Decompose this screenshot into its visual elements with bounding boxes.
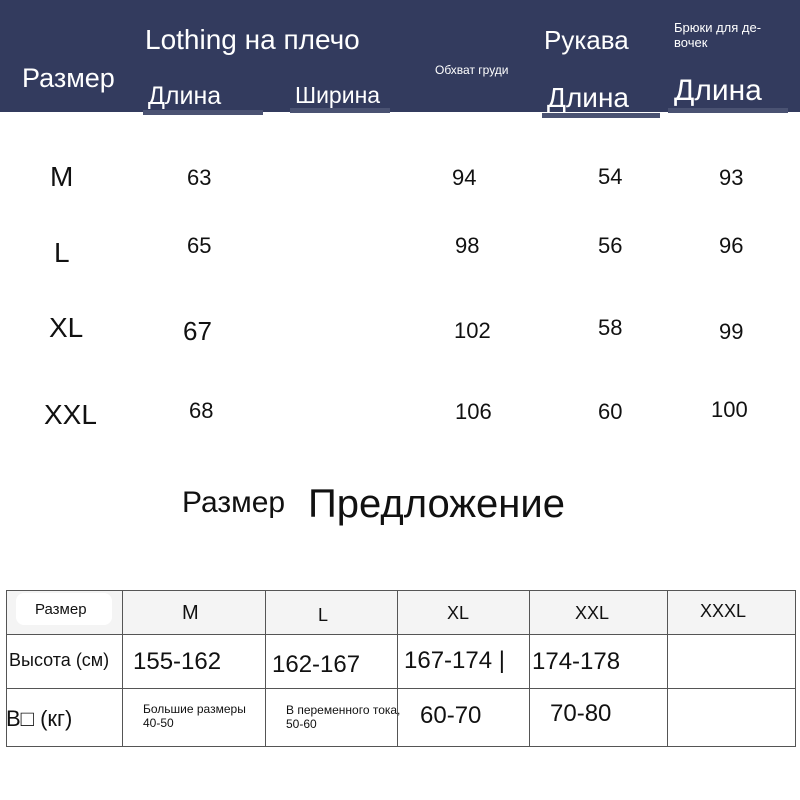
row-sleeve: 56 — [598, 233, 623, 258]
guide-hline-top — [6, 590, 796, 591]
guide-vline-5 — [667, 590, 668, 747]
guide-weight-m: Большие размеры 40-50 — [143, 702, 246, 730]
row-pants: 99 — [719, 319, 744, 344]
guide-height-m: 155-162 — [133, 648, 222, 675]
guide-header-xl: XL — [447, 603, 470, 623]
guide-vline-1 — [122, 590, 123, 747]
header-sleeve-underline — [542, 113, 660, 118]
guide-header-m: M — [182, 602, 199, 624]
row-chest: 106 — [455, 399, 492, 424]
row-sleeve: 58 — [598, 315, 623, 340]
header-clothing: Lothing на плечо — [145, 24, 360, 55]
header-sleeve: Рукава — [544, 25, 629, 55]
guide-hline-bottom — [6, 746, 796, 747]
guide-vline-4 — [529, 590, 530, 747]
header-pants-underline — [668, 108, 788, 113]
guide-header-size: Размер — [35, 601, 87, 618]
guide-hline-1 — [6, 634, 796, 635]
guide-height-l: 162-167 — [272, 651, 361, 678]
guide-vline-6 — [795, 590, 796, 747]
guide-weight-l: В переменного тока, 50-60 — [286, 703, 401, 731]
header-pants-length: Длина — [674, 74, 762, 107]
header-width: Ширина — [295, 82, 381, 108]
guide-height-xxl: 174-178 — [532, 648, 621, 675]
guide-weight-xxl: 70-80 — [550, 700, 612, 727]
row-chest: 94 — [452, 165, 477, 190]
header-chest: Обхват груди — [435, 63, 509, 77]
row-length: 68 — [189, 398, 214, 423]
header-sleeve-length: Длина — [547, 82, 629, 113]
row-size: L — [54, 237, 70, 268]
guide-height-label: Высота (см) — [9, 650, 110, 670]
guide-header-xxxl: XXXL — [700, 601, 747, 621]
guide-hline-2 — [6, 688, 796, 689]
header-width-underline — [290, 108, 390, 113]
row-size: M — [50, 161, 74, 192]
row-pants: 93 — [719, 165, 744, 190]
header-length: Длина — [148, 82, 222, 110]
row-pants: 96 — [719, 233, 744, 258]
header-size: Размер — [22, 63, 115, 93]
row-length: 63 — [187, 165, 212, 190]
row-size: XL — [49, 312, 84, 343]
row-size: XXL — [44, 399, 97, 430]
row-sleeve: 54 — [598, 164, 623, 189]
row-sleeve: 60 — [598, 399, 623, 424]
header-pants: Брюки для де- вочек — [674, 20, 762, 50]
suggestion-title-main: Предложение — [308, 482, 565, 526]
guide-height-xl: 167-174 | — [404, 647, 505, 674]
row-chest: 98 — [455, 233, 480, 258]
header-band — [0, 0, 800, 112]
row-chest: 102 — [454, 318, 491, 343]
guide-header-xxl: XXL — [575, 603, 610, 623]
guide-header-row — [6, 590, 796, 634]
row-length: 65 — [187, 233, 212, 258]
guide-vline-2 — [265, 590, 266, 747]
header-length-underline — [143, 110, 263, 115]
row-length: 67 — [183, 316, 212, 346]
suggestion-title-size: Размер — [182, 486, 286, 519]
guide-weight-label: В□ (кг) — [6, 706, 73, 731]
guide-weight-xl: 60-70 — [420, 702, 482, 729]
row-pants: 100 — [711, 397, 748, 422]
guide-header-l: L — [318, 605, 329, 625]
